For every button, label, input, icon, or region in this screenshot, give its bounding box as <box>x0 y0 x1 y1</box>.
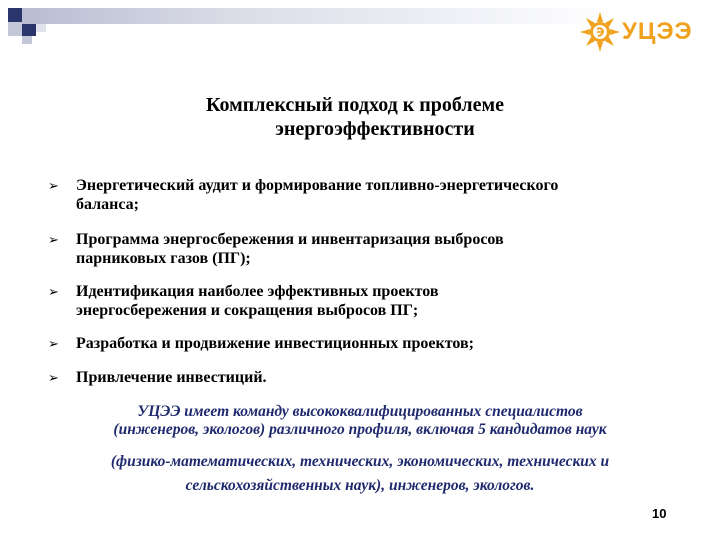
logo-text: УЦЭЭ <box>622 18 693 45</box>
slide-title <box>120 93 590 141</box>
team-note-line: (инженеров, экологов) различного профиля, включая 5 кандидатов наук <box>113 421 607 438</box>
bullet-text <box>76 334 676 353</box>
title-line: Комплексный подход к проблеме <box>205 94 505 116</box>
arrowhead-bullet-icon: ➢ <box>48 285 59 300</box>
bullet-text <box>76 368 676 387</box>
decor-square <box>22 36 32 44</box>
team-note-line: УЦЭЭ имеет команду высококвалифицированных специалистов <box>137 403 583 420</box>
bullet-line: Разработка и продвижение инвестиционных проектов; <box>76 335 474 352</box>
decor-square <box>8 8 22 22</box>
logo <box>580 10 710 56</box>
bullet-line: парниковых газов (ПГ); <box>76 250 251 267</box>
bullet-line: Привлечение инвестиций. <box>76 369 267 386</box>
arrowhead-bullet-icon: ➢ <box>48 337 59 352</box>
sun-emblem-icon <box>580 10 622 54</box>
arrowhead-bullet-icon: ➢ <box>48 233 59 248</box>
bullet-line: Программа энергосбережения и инвентаризация выбросов <box>76 231 504 248</box>
bullet-line: баланса; <box>76 196 139 213</box>
header-gradient-bar <box>22 8 622 24</box>
arrowhead-bullet-icon: ➢ <box>48 179 59 194</box>
bullet-line: Энергетический аудит и формирование топливно-энергетического <box>76 177 559 194</box>
bullet-text <box>76 230 676 268</box>
decor-square <box>22 22 36 36</box>
decor-square <box>8 22 22 36</box>
bullet-text <box>76 282 676 320</box>
title-line: энергоэффективности <box>275 118 475 140</box>
bullet-text <box>76 176 676 214</box>
bullet-line: энергосбережения и сокращения выбросов ПГ; <box>76 302 419 319</box>
team-note-line: (физико-математических, технических, экономических, технических и <box>110 453 610 470</box>
bullet-line: Идентификация наиболее эффективных проектов <box>76 283 439 300</box>
page-number: 10 <box>652 506 667 521</box>
arrowhead-bullet-icon: ➢ <box>48 371 59 386</box>
team-note-line: сельскохозяйственных наук), инженеров, экологов. <box>185 477 535 494</box>
